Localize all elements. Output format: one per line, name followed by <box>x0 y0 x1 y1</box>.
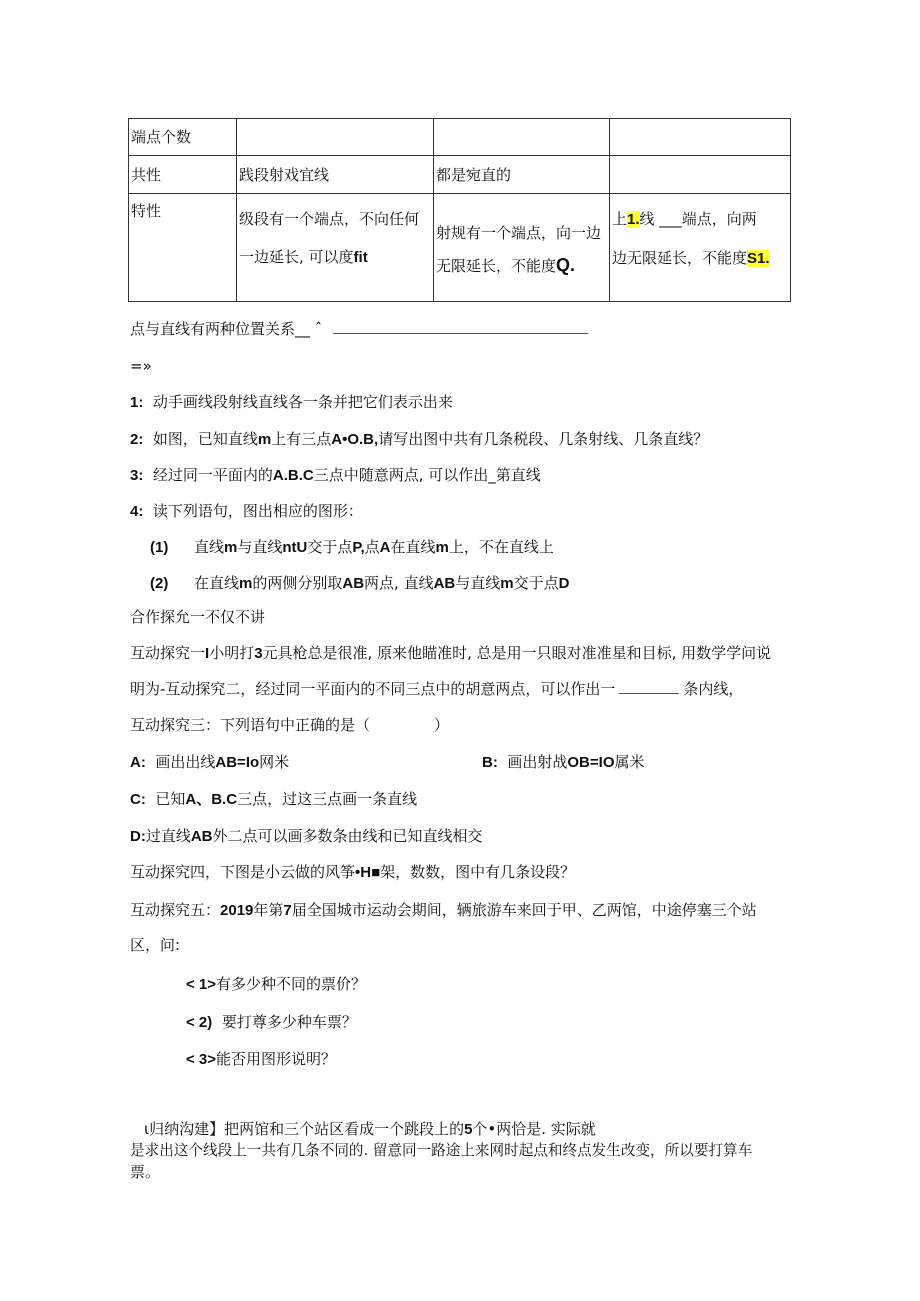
inquiry-1: 互动探究一I小明打3元具枪总是很准, 原来他瞄准时, 总是用一只眼对准准星和目标, 用数学学问说 <box>130 644 772 662</box>
row-endpoint-count <box>129 119 791 156</box>
option-c: C: 已知A、B.C三点，过这三点画一条直线 <box>130 790 418 808</box>
inquiry-5-cont: 区，问: <box>130 936 181 954</box>
question-4-part-1: (1) 直线m与直线ntU交于点P,点A在直线m上，不在直线上 <box>150 538 554 556</box>
summary-line-1: ι归纳沟建】把两馆和三个站区看成一个跳段上的5个•两恰是. 实际就 <box>144 1120 596 1138</box>
answer-blank <box>333 319 588 334</box>
inquiry-4: 互动探究四，下图是小云做的风筝•H■架，数数，图中有几条设段？ <box>130 863 576 881</box>
cooperation-heading: 合作探允一不仅不讲 <box>130 608 266 626</box>
question-1: 1: 动手画线段射线直线各一条并把它们表示出来 <box>130 393 453 411</box>
row-special <box>129 194 791 302</box>
option-a: A: 画出出线AB=Io网米 <box>130 753 290 771</box>
comparison-table <box>128 118 791 302</box>
row-common <box>129 156 791 194</box>
summary-line-2: 是求出这个线段上一共有几条不同的. 留意同一路途上来网时起点和终点发生改变，所以要打算车 <box>130 1142 753 1159</box>
cell-text: 级段有一个端点，不向任何 一边延长, 可以度fit <box>237 194 434 302</box>
inquiry-3: 互动探究三：下列语句中正确的是（ ） <box>130 716 450 734</box>
relation-line: 点与直线有两种位置关系__ ˆ <box>130 319 588 339</box>
question-2: 2: 如图，已知直线m上有三点A•O.B,请写出图中共有几条税段、几条射线、几条直线？ <box>130 430 709 448</box>
cell-text: 上1.线 ___端点，向两 边无限延长，不能度S1. <box>610 194 791 302</box>
cell-label: 共性 <box>129 156 237 194</box>
question-4: 4: 读下列语句，图出相应的图形： <box>130 502 363 520</box>
cell-label: 端点个数 <box>129 119 237 156</box>
question-4-part-2: (2) 在直线m的两侧分别取AB两点, 直线AB与直线m交于点D <box>150 574 570 592</box>
option-b: B: 画出射战OB=IO属米 <box>482 753 645 771</box>
summary-line-3: 票。 <box>130 1163 161 1181</box>
cell-empty <box>434 119 610 156</box>
cell-empty <box>610 119 791 156</box>
cell-text: 都是宛直的 <box>434 156 610 194</box>
answer-blank <box>619 679 679 694</box>
question-3: 3: 经过同一平面内的A.B.C三点中随意两点, 可以作出_第直线 <box>130 466 541 484</box>
highlight-mark: S1. <box>747 250 770 267</box>
cell-text: 射规有一个端点，向一边 无限延长，不能度Q. <box>434 194 610 302</box>
cell-empty <box>610 156 791 194</box>
option-d: D:过直线AB外二点可以画多数条由线和已知直线相交 <box>130 827 483 845</box>
cell-label: 特性 <box>129 194 237 302</box>
sub-question-2: < 2) 要打尊多少种车票？ <box>186 1013 357 1031</box>
sub-question-3: < 3>能否用图形说明？ <box>186 1050 337 1068</box>
highlight-mark: 1. <box>627 211 640 228</box>
inquiry-5: 互动探究五：2019年第7届全国城市运动会期间，辆旅游车来回于甲、乙两馆，中途停塞三个站 <box>130 901 757 919</box>
cell-text: 践段射戏宜线 <box>237 156 434 194</box>
cell-empty <box>237 119 434 156</box>
sub-question-1: < 1>有多少种不同的票价？ <box>186 975 367 993</box>
inquiry-2: 明为-互动探究二，经过同一平面内的不同三点中的胡意两点，可以作出一 条内线， <box>130 680 744 698</box>
arrow-mark: =» <box>130 357 152 375</box>
